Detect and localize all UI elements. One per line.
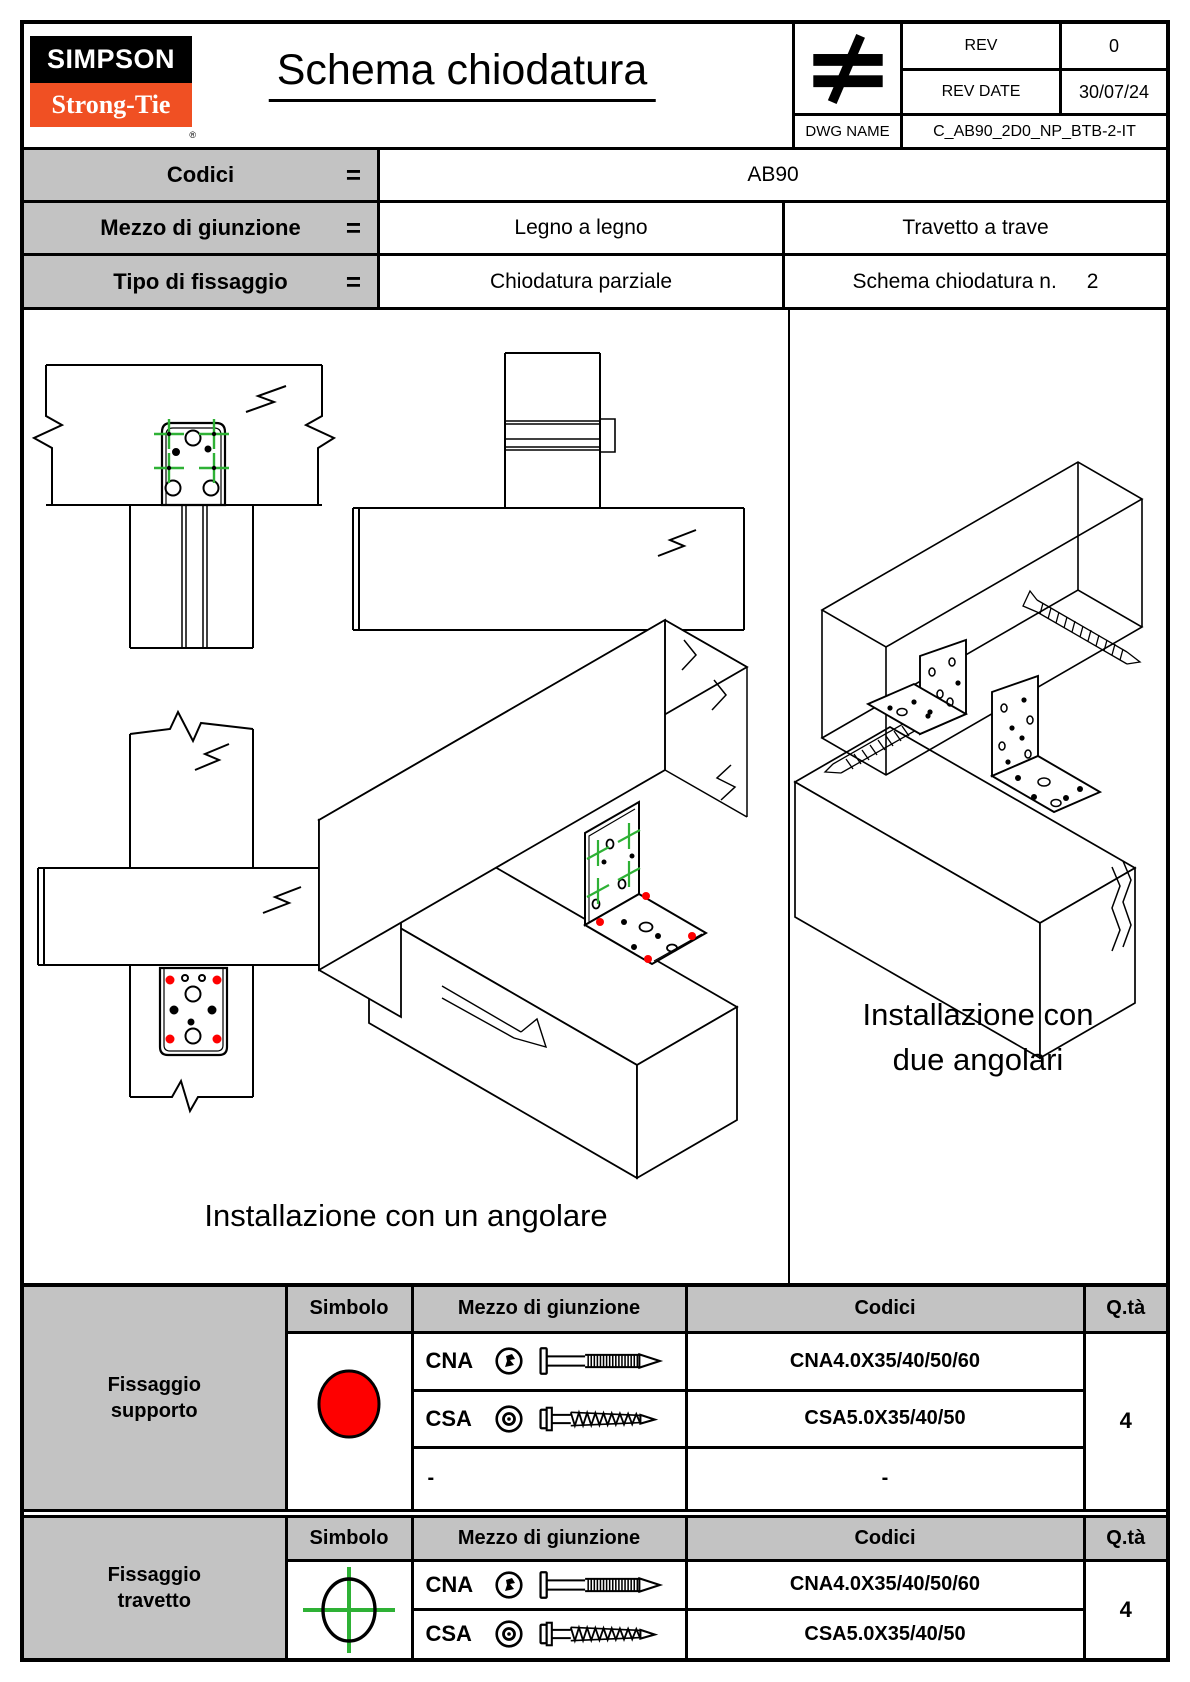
info-row-mezzo: [24, 203, 1166, 256]
col-header-qta: Q.tà: [1084, 1518, 1166, 1560]
hatched-strip-upper: [1023, 591, 1140, 664]
equals-sign: =: [345, 159, 361, 190]
symbol-cell-travetto: [286, 1560, 412, 1658]
caption-two-brackets: Installazione con due angolari: [862, 997, 1094, 1077]
panel-two-brackets: [790, 310, 1166, 1283]
fissaggio-value-left: Chiodatura parziale: [380, 256, 785, 307]
not-equal-icon: [807, 33, 889, 105]
sheet-frame: [20, 20, 1170, 1662]
means-cell-cna: CNA: [412, 1560, 686, 1609]
simpson-strongtie-logo: [30, 36, 196, 140]
side-view-drawing: [353, 353, 744, 630]
equals-sign: =: [345, 212, 361, 243]
bracket-edge-tab: [600, 419, 615, 452]
mezzo-label: Mezzo di giunzione =: [24, 203, 380, 253]
fissaggio-label: Tipo di fissaggio =: [24, 256, 380, 307]
registered-mark: ®: [189, 130, 196, 140]
means-cell-cna: CNA: [412, 1332, 686, 1390]
rev-value: 0: [1108, 35, 1119, 56]
table-divider: [24, 1509, 1166, 1518]
iso-one-bracket-drawing: [319, 620, 747, 1178]
code-cell: CSA5.0X35/40/50: [686, 1390, 1084, 1447]
col-header-qta: Q.tà: [1084, 1287, 1166, 1332]
fastener-table-supporto: [24, 1287, 1166, 1509]
front-view-drawing: [34, 365, 334, 648]
symbol-cell-supporto: [286, 1332, 412, 1509]
codici-value: AB90: [747, 163, 799, 186]
csa-head-icon: [494, 1619, 524, 1649]
means-cell-csa: CSA: [412, 1609, 686, 1658]
info-row-codici: [24, 150, 1166, 203]
group-label-supporto: Fissaggio supporto: [24, 1287, 286, 1509]
col-header-mezzo: Mezzo di giunzione: [412, 1287, 686, 1332]
section-view-drawing: [38, 712, 335, 1111]
means-cell-csa: CSA: [412, 1390, 686, 1447]
qty-cell-supporto: 4: [1084, 1332, 1166, 1509]
col-header-mezzo: Mezzo di giunzione: [412, 1518, 686, 1560]
code-cell: CNA4.0X35/40/50/60: [686, 1332, 1084, 1390]
dwg-name-label: DWG NAME: [795, 116, 903, 147]
cna-head-icon: [494, 1570, 524, 1600]
code-cell: -: [686, 1447, 1084, 1509]
mezzo-value-left: Legno a legno: [380, 203, 785, 253]
mezzo-value-right: Travetto a trave: [902, 216, 1049, 239]
one-bracket-drawing: [24, 310, 788, 1283]
col-header-simbolo: Simbolo: [286, 1518, 412, 1560]
csa-screw-icon: [538, 1403, 666, 1435]
title-block: [24, 24, 1166, 150]
panel-one-bracket: [24, 310, 790, 1283]
logo-simpson-text: SIMPSON: [30, 36, 192, 83]
codici-label: Codici =: [24, 150, 380, 200]
joist-wireframe: [822, 462, 1142, 775]
schema-number: 2: [1086, 269, 1099, 293]
break-symbol: [263, 887, 301, 913]
group-label-travetto: Fissaggio travetto: [24, 1518, 286, 1658]
cna-head-icon: [494, 1346, 524, 1376]
col-header-codici: Codici: [686, 1518, 1084, 1560]
rev-date-label: REV DATE: [903, 71, 1062, 113]
csa-screw-icon: [538, 1618, 666, 1650]
fastener-table-travetto: [24, 1518, 1166, 1658]
iso-two-brackets-drawing: [795, 462, 1142, 1058]
cna-nail-icon: [538, 1569, 666, 1601]
rev-label: REV: [903, 24, 1062, 68]
revision-block: [792, 24, 1166, 147]
not-equal-symbol-cell: [795, 24, 903, 113]
schema-number-cell: Schema chiodatura n. 2: [852, 269, 1099, 293]
drawing-area: [24, 310, 1166, 1287]
means-cell-empty: -: [412, 1447, 686, 1509]
info-row-fissaggio: [24, 256, 1166, 310]
green-crosshair-icon: [297, 1564, 401, 1656]
break-symbol: [246, 386, 286, 412]
code-cell: CSA5.0X35/40/50: [686, 1609, 1084, 1658]
logo-strongtie-text: Strong-Tie: [30, 83, 192, 127]
code-cell: CNA4.0X35/40/50/60: [686, 1560, 1084, 1609]
two-brackets-drawing: [790, 310, 1164, 1283]
red-circle-icon: [312, 1367, 386, 1441]
cna-nail-icon: [538, 1345, 666, 1377]
dwg-name-value: C_AB90_2D0_NP_BTB-2-IT: [933, 122, 1136, 140]
break-symbol: [658, 530, 696, 556]
col-header-codici: Codici: [686, 1287, 1084, 1332]
col-header-simbolo: Simbolo: [286, 1287, 412, 1332]
qty-cell-travetto: 4: [1084, 1560, 1166, 1658]
equals-sign: =: [345, 266, 361, 296]
page-title: Schema chiodatura: [269, 46, 656, 95]
rev-date-value: 30/07/24: [1078, 81, 1150, 102]
break-symbol: [195, 744, 229, 770]
caption-one-bracket: Installazione con un angolare: [204, 1198, 608, 1233]
csa-head-icon: [494, 1404, 524, 1434]
